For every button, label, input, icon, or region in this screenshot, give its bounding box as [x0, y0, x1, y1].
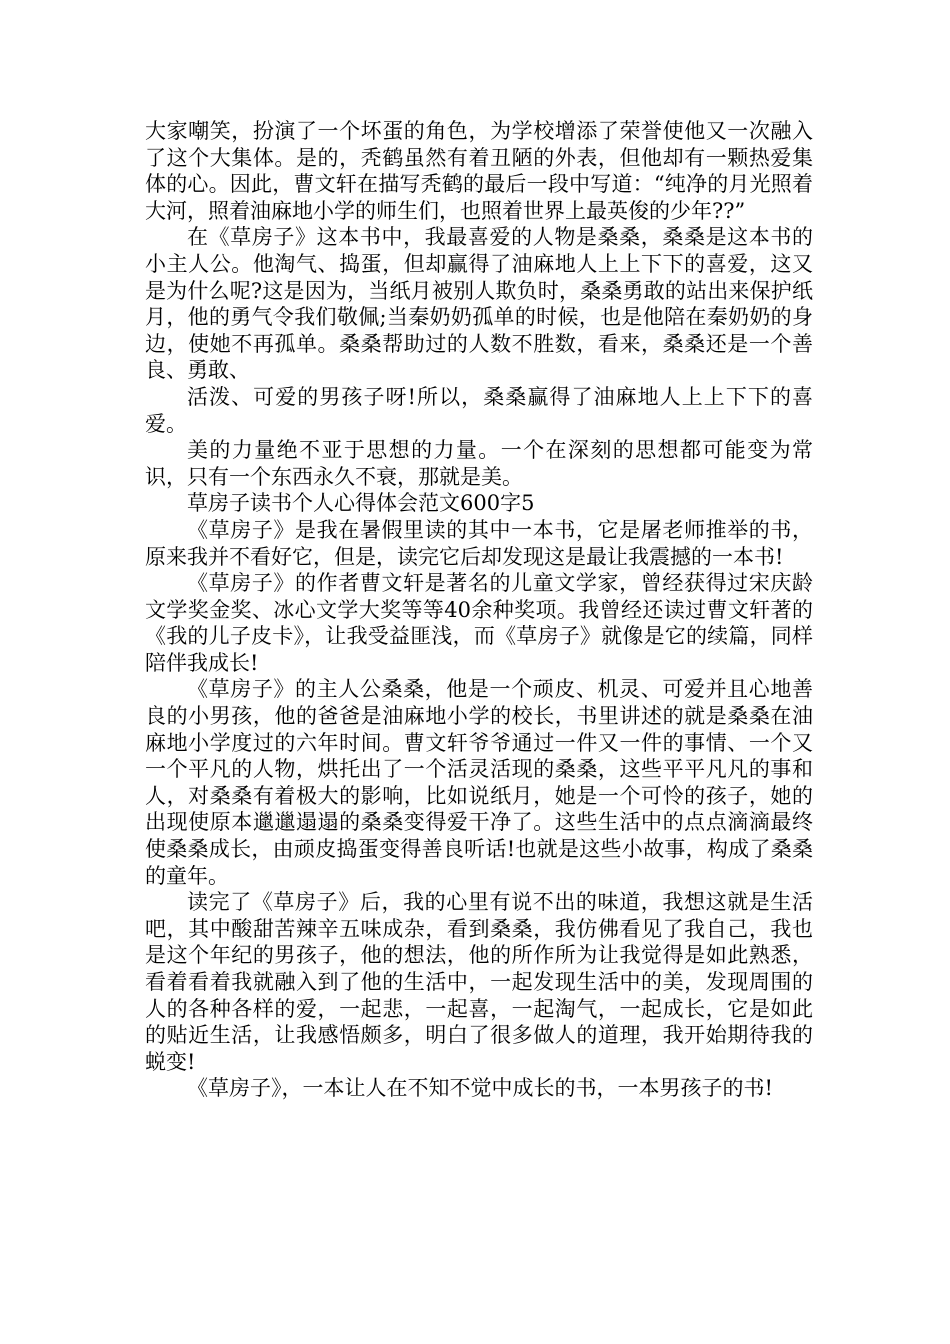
paragraph: 《草房子》的主人公桑桑，他是一个顽皮、机灵、可爱并且心地善良的小男孩，他的爸爸是油麻地小学的校长，书里讲述的就是桑桑在油麻地小学度过的六年时间。曹文轩爷爷通过一件又一件的事情、一个又一个平凡的人物，烘托出了一个活灵活现的桑桑，这些平平凡凡的事和人，对桑桑有着极大的影响，比如说纸月，她是一个可怜的孩子，她的出现使原本邋邋遢遢的桑桑变得爱干净了。这些生活中的点点滴滴最终使桑桑成长，由顽皮捣蛋变得善良听话!也就是这些小故事，构成了桑桑的童年。: [145, 677, 813, 888]
paragraph: 大家嘲笑，扮演了一个坏蛋的角色，为学校增添了荣誉使他又一次融入了这个大集体。是的，秃鹤虽然有着丑陋的外表，但他却有一颗热爱集体的心。因此，曹文轩在描写秃鹤的最后一段中写道：“纯净的月光照着大河，照着油麻地小学的师生们，也照着世界上最英俊的少年??”: [145, 119, 813, 223]
paragraph: 《草房子》的作者曹文轩是著名的儿童文学家，曾经获得过宋庆龄文学奖金奖、冰心文学大奖等等40余种奖项。我曾经还读过曹文轩著的《我的儿子皮卡》，让我受益匪浅，而《草房子》就像是它的续篇，同样陪伴我成长!: [145, 571, 813, 675]
paragraph: 读完了《草房子》后，我的心里有说不出的味道，我想这就是生活吧，其中酸甜苦辣辛五味成杂，看到桑桑，我仿佛看见了我自己，我也是这个年纪的男孩子，他的想法，他的所作所为让我觉得是如此熟悉，看着看着我就融入到了他的生活中，一起发现生活中的美，发现周围的人的各种各样的爱，一起悲，一起喜，一起淘气，一起成长，它是如此的贴近生活，让我感悟颇多，明白了很多做人的道理，我开始期待我的蜕变!: [145, 890, 813, 1074]
paragraph: 在《草房子》这本书中，我最喜爱的人物是桑桑，桑桑是这本书的小主人公。他淘气、捣蛋，但却赢得了油麻地人上上下下的喜爱，这又是为什么呢?这是因为，当纸月被别人欺负时，桑桑勇敢的站出来保护纸月，他的勇气令我们敬佩;当秦奶奶孤单的时候，也是他陪在秦奶奶的身边，使她不再孤单。桑桑帮助过的人数不胜数，看来，桑桑还是一个善良、勇敢、: [145, 225, 813, 383]
section-heading: 草房子读书个人心得体会范文600字5: [187, 491, 535, 516]
document-body: [145, 118, 813, 1102]
paragraph: 《草房子》，一本让人在不知不觉中成长的书，一本男孩子的书!: [187, 1076, 773, 1101]
paragraph: 《草房子》是我在暑假里读的其中一本书，它是屠老师推举的书，原来我并不看好它，但是，读完它后却发现这是最让我震撼的一本书!: [145, 517, 813, 569]
paragraph: 美的力量绝不亚于思想的力量。一个在深刻的思想都可能变为常识，只有一个东西永久不衰，那就是美。: [145, 438, 813, 489]
paragraph: 活泼、可爱的男孩子呀!所以，桑桑赢得了油麻地人上上下下的喜爱。: [145, 384, 813, 436]
